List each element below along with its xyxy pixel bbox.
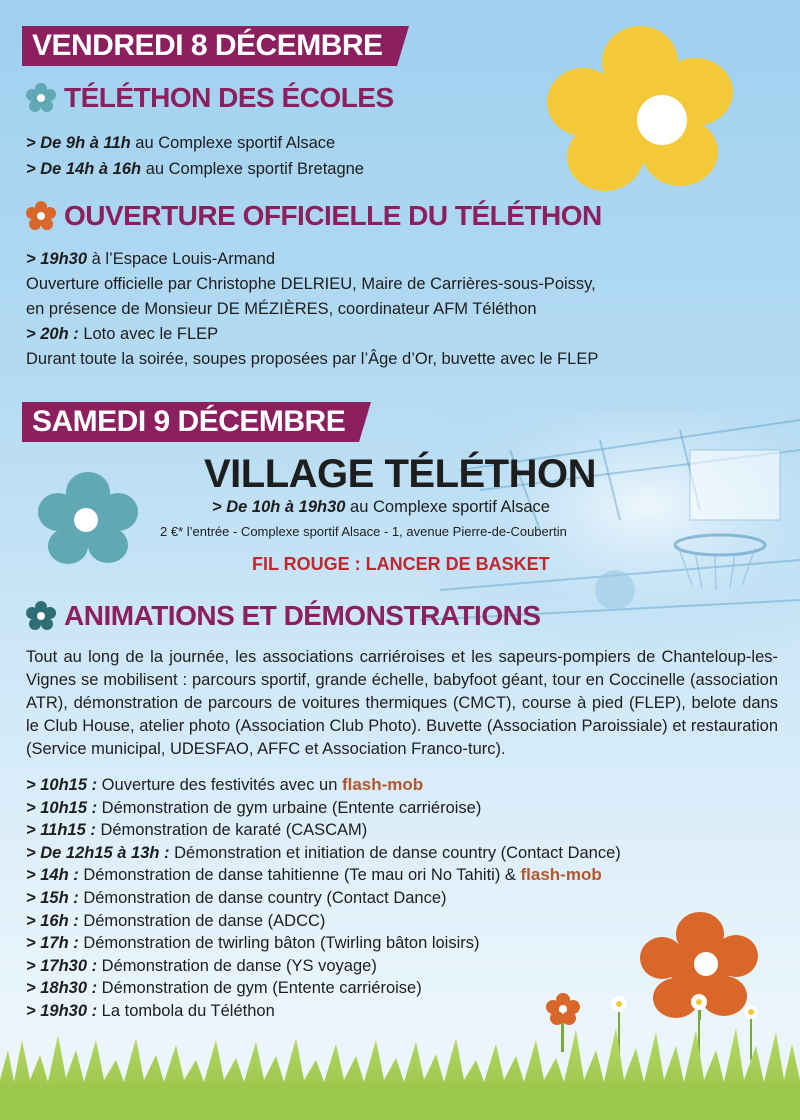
schedule-time: > 15h : <box>26 888 79 907</box>
schools-line-1: > De 9h à 11h au Complexe sportif Alsace <box>26 134 336 152</box>
fil-rouge-label: FIL ROUGE : LANCER DE BASKET <box>252 554 550 574</box>
schedule-text: Ouverture des festivités avec un <box>97 776 342 794</box>
opening-line-1: > 19h30 à l’Espace Louis-Armand <box>26 250 276 268</box>
schedule-list <box>26 774 621 1023</box>
schedule-time: > De 12h15 à 13h : <box>26 843 170 862</box>
schedule-text: Démonstration de karaté (CASCAM) <box>95 821 368 840</box>
opening-line-4: > 20h : Loto avec le FLEP <box>26 325 219 343</box>
schedule-time: > 10h15 : <box>26 776 98 794</box>
village-title: VILLAGE TÉLÉTHON <box>204 452 596 496</box>
schedule-time: > 17h30 : <box>26 956 98 975</box>
schedule-text: Démonstration de gym (Entente carriéroise) <box>97 979 422 998</box>
village-price-line: 2 €* l’entrée - Complexe sportif Alsace - 1, avenue Pierre-de-Coubertin <box>160 524 567 539</box>
schedule-item <box>26 819 621 842</box>
flash-mob-label: flash-mob <box>520 865 602 885</box>
schedule-time: > 14h : <box>26 866 79 885</box>
schedule-time: > 19h30 : <box>26 1001 98 1020</box>
schedule-item <box>26 910 621 933</box>
schedule-text: Démonstration de danse (ADCC) <box>78 911 326 930</box>
opening-line-5: Durant toute la soirée, soupes proposées par l’Âge d’Or, buvette avec le FLEP <box>26 350 599 368</box>
schedule-item <box>26 864 621 887</box>
schedule-time: > 17h : <box>26 934 79 953</box>
schools-title-text: TÉLÉTHON DES ÉCOLES <box>64 82 394 113</box>
opening-line-2: Ouverture officielle par Christophe DELRIEU, Maire de Carrières-sous-Poissy, <box>26 275 596 293</box>
schedule-item <box>26 797 621 820</box>
opening-title-text: OUVERTURE OFFICIELLE DU TÉLÉTHON <box>64 200 602 231</box>
schedule-item <box>26 932 621 955</box>
saturday-date-band <box>22 402 359 442</box>
schedule-time: > 18h30 : <box>26 979 98 998</box>
saturday-date-label: SAMEDI 9 DÉCEMBRE <box>32 405 346 438</box>
animations-section-title <box>26 600 541 632</box>
schedule-text: Démonstration de twirling bâton (Twirling bâton loisirs) <box>78 934 480 953</box>
flower-icon <box>26 201 56 231</box>
village-time-line: > De 10h à 19h30 au Complexe sportif Alsace <box>212 498 550 516</box>
schedule-text: Démonstration de gym urbaine (Entente carriéroise) <box>97 798 482 817</box>
schedule-text: Démonstration de danse tahitienne (Te mau ori No Tahiti) & <box>78 866 521 885</box>
schedule-time: > 11h15 : <box>26 821 96 840</box>
friday-date-label: VENDREDI 8 DÉCEMBRE <box>32 29 383 62</box>
schedule-text: Démonstration de danse (YS voyage) <box>97 956 377 975</box>
flash-mob-label: flash-mob <box>341 775 424 794</box>
schedule-item <box>26 977 621 1000</box>
animations-paragraph: Tout au long de la journée, les associations carriéroises et les sapeurs-pompiers de Chanteloup-les-Vignes se mobilisent : parcours sportif, grande échelle, babyfoot géant, tour en Coccinelle (association ATR), démonstration de parcours de voitures thermiques (CMCT), course à pied (FLEP), belote dans le Club House, atelier photo (Association Club Photo). Buvette (Association Paroissiale) et restauration (Service municipal, UDESFAO, AFFC et Association Franco-turc). <box>26 648 778 758</box>
schedule-text: Démonstration de danse country (Contact Dance) <box>78 888 447 907</box>
flower-icon <box>26 83 56 113</box>
schedule-item <box>26 955 621 978</box>
schedule-time: > 16h : <box>26 911 79 930</box>
yellow-flower-icon <box>545 22 735 192</box>
schedule-time: > 10h15 : <box>26 798 98 817</box>
schools-line-2: > De 14h à 16h au Complexe sportif Bretagne <box>26 160 364 178</box>
opening-section-title <box>26 200 602 232</box>
flower-icon <box>26 601 56 631</box>
schools-section-title <box>26 82 394 114</box>
friday-date-band <box>22 26 397 66</box>
animations-title-text: ANIMATIONS ET DÉMONSTRATIONS <box>64 600 541 631</box>
schedule-item <box>26 842 621 865</box>
schedule-text: Démonstration et initiation de danse country (Contact Dance) <box>169 843 621 862</box>
schedule-item <box>26 1000 621 1023</box>
schedule-item <box>26 774 621 797</box>
opening-line-3: en présence de Monsieur DE MÉZIÈRES, coordinateur AFM Téléthon <box>26 300 537 318</box>
schedule-item <box>26 887 621 910</box>
grass-decoration <box>0 1010 800 1120</box>
schedule-text: La tombola du Téléthon <box>97 1001 275 1020</box>
